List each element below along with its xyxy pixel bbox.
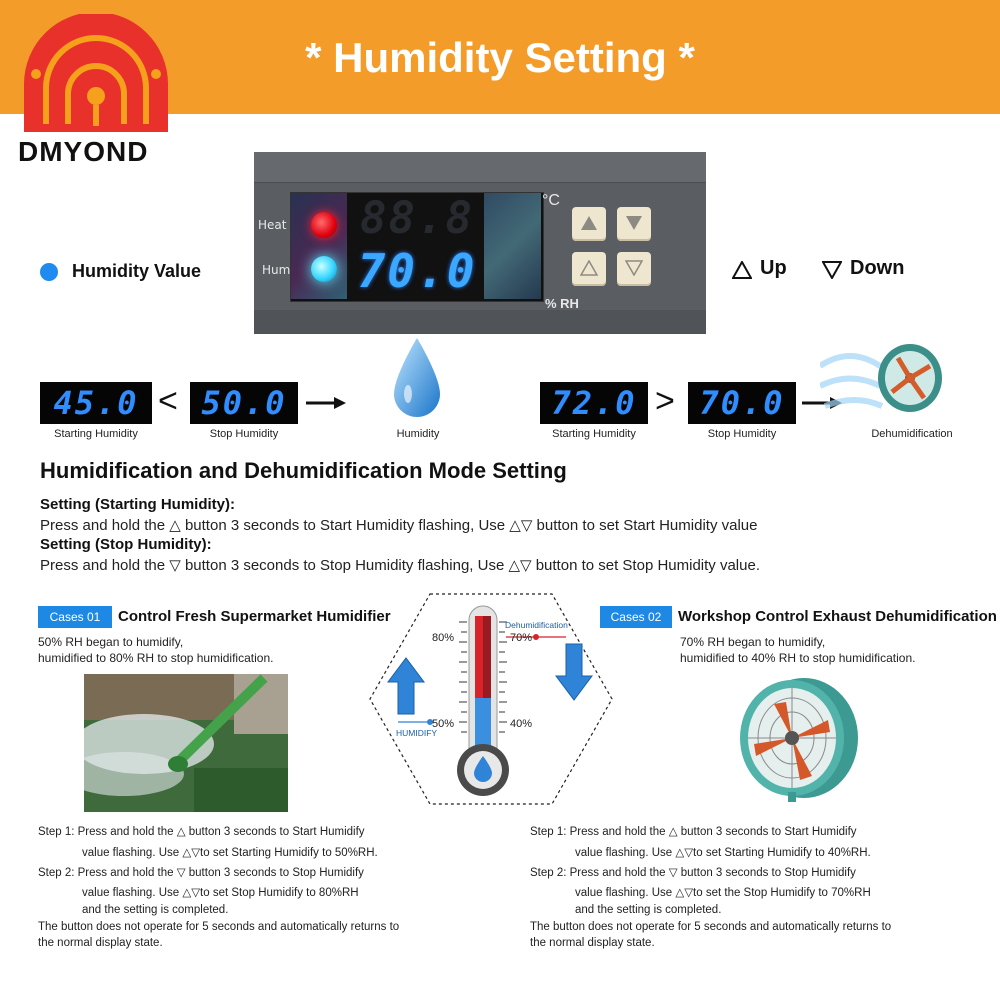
hum-indicator-led — [311, 256, 337, 282]
down-filled-icon — [625, 215, 643, 231]
up-outline-icon — [580, 260, 598, 276]
humidity-display: 70.0 — [357, 244, 477, 298]
case1-desc-line1: 50% RH began to humidify, — [38, 635, 184, 649]
case2-step-line4: value flashing. Use △▽to set the Stop Humidify to 70%RH — [575, 887, 871, 899]
case1-note-line2: the normal display state. — [38, 937, 163, 949]
greater-than-sign: > — [655, 382, 675, 420]
humidity-dot-icon — [40, 263, 58, 281]
thermo-label-70: 70% — [510, 632, 533, 644]
thermo-label-50: 50% — [432, 718, 455, 730]
exhaust-fan-icon — [820, 336, 950, 428]
celsius-unit: °C — [542, 192, 560, 209]
brand-name: DMYOND — [18, 136, 149, 167]
case2-badge: Cases 02 — [600, 606, 672, 628]
case1-step-line2: value flashing. Use △▽to set Starting Humidify to 50%RH. — [82, 847, 378, 859]
dehum-start-caption: Starting Humidity — [552, 428, 636, 440]
stop-humidity-caption: Stop Humidity — [209, 428, 279, 440]
heat-indicator-led — [311, 212, 337, 238]
thermo-label-40: 40% — [510, 718, 533, 730]
arrow-right-icon — [306, 396, 346, 410]
case1-step-line1: Step 1: Press and hold the △ button 3 seconds to Start Humidify — [38, 826, 365, 838]
dehum-stop-caption: Stop Humidity — [707, 428, 777, 440]
down-outline-icon — [625, 260, 643, 276]
setting-stop-text: Press and hold the ▽ button 3 seconds to Stop Humidity flashing, Use △▽ button to set Stop Humidity value. — [40, 557, 760, 574]
setting-start-text: Press and hold the △ button 3 seconds to Start Humidity flashing, Use △▽ button to set Start Humidity value — [40, 517, 758, 534]
exhaust-fan-photo — [730, 674, 862, 804]
case1-note-line1: The button does not operate for 5 seconds and automatically returns to — [38, 921, 400, 933]
case1-desc-line2: humidified to 80% RH to stop humidification. — [38, 651, 274, 665]
upper-display: 88.8 — [360, 193, 474, 244]
down-triangle-icon — [822, 261, 842, 279]
stop-humidity-display: 50.0 — [190, 382, 298, 424]
water-drop-icon — [390, 336, 444, 424]
heat-label: Heat — [258, 218, 287, 232]
less-than-sign: < — [158, 382, 178, 420]
up-legend: Up — [760, 257, 787, 279]
up-button[interactable] — [572, 207, 606, 241]
panel-circuit-right — [484, 193, 541, 299]
controller-bottom-edge — [254, 310, 706, 334]
case2-step-line5: and the setting is completed. — [575, 904, 722, 916]
case1-badge: Cases 01 — [38, 606, 112, 628]
setting-start-heading: Setting (Starting Humidity): — [40, 496, 235, 513]
thermometer-diagram — [368, 592, 614, 806]
setting-stop-heading: Setting (Stop Humidity): — [40, 536, 212, 553]
page-title: * Humidity Setting * — [305, 34, 695, 81]
rh-unit: % RH — [545, 296, 579, 311]
thermo-label-80: 80% — [432, 632, 455, 644]
case1-step-line3: Step 2: Press and hold the ▽ button 3 seconds to Stop Humidify — [38, 867, 364, 879]
case2-note-line1: The button does not operate for 5 seconds and automatically returns to — [530, 921, 892, 933]
controller-top-edge — [254, 152, 706, 183]
case1-step-line5: and the setting is completed. — [82, 904, 229, 916]
humidity-value-legend: Humidity Value — [72, 261, 202, 281]
case2-step-line2: value flashing. Use △▽to set Starting Humidify to 40%RH. — [575, 847, 871, 859]
case1-title: Control Fresh Supermarket Humidifier — [118, 608, 391, 625]
down-legend: Down — [850, 257, 905, 279]
start-humidity-caption: Starting Humidity — [54, 428, 138, 440]
down-button[interactable] — [617, 207, 651, 241]
section-title: Humidification and Dehumidification Mode Setting — [40, 458, 567, 483]
case2-title: Workshop Control Exhaust Dehumidification — [678, 608, 997, 625]
down-outline-button[interactable] — [617, 252, 651, 286]
dehum-start-display: 72.0 — [540, 382, 648, 424]
humidity-caption: Humidity — [396, 428, 440, 440]
thermo-dehumidification-label: Dehumidification — [505, 620, 568, 630]
up-filled-icon — [580, 215, 598, 231]
case2-step-line1: Step 1: Press and hold the △ button 3 seconds to Start Humidify — [530, 826, 857, 838]
supermarket-humidifier-photo — [84, 674, 288, 812]
case2-desc-line2: humidified to 40% RH to stop humidification. — [680, 651, 916, 665]
thermo-humidify-label: HUMIDIFY — [396, 728, 438, 738]
start-humidity-display: 45.0 — [40, 382, 152, 424]
hum-label: Hum — [262, 263, 291, 277]
up-triangle-icon — [732, 261, 752, 279]
case2-note-line2: the normal display state. — [530, 937, 655, 949]
dehum-stop-display: 70.0 — [688, 382, 796, 424]
dehumidification-caption: Dehumidification — [871, 428, 953, 440]
case2-desc-line1: 70% RH began to humidify, — [680, 635, 826, 649]
case1-step-line4: value flashing. Use △▽to set Stop Humidify to 80%RH — [82, 887, 359, 899]
case2-step-line3: Step 2: Press and hold the ▽ button 3 seconds to Stop Humidify — [530, 867, 856, 879]
up-outline-button[interactable] — [572, 252, 606, 286]
panel-circuit-left — [291, 193, 347, 299]
